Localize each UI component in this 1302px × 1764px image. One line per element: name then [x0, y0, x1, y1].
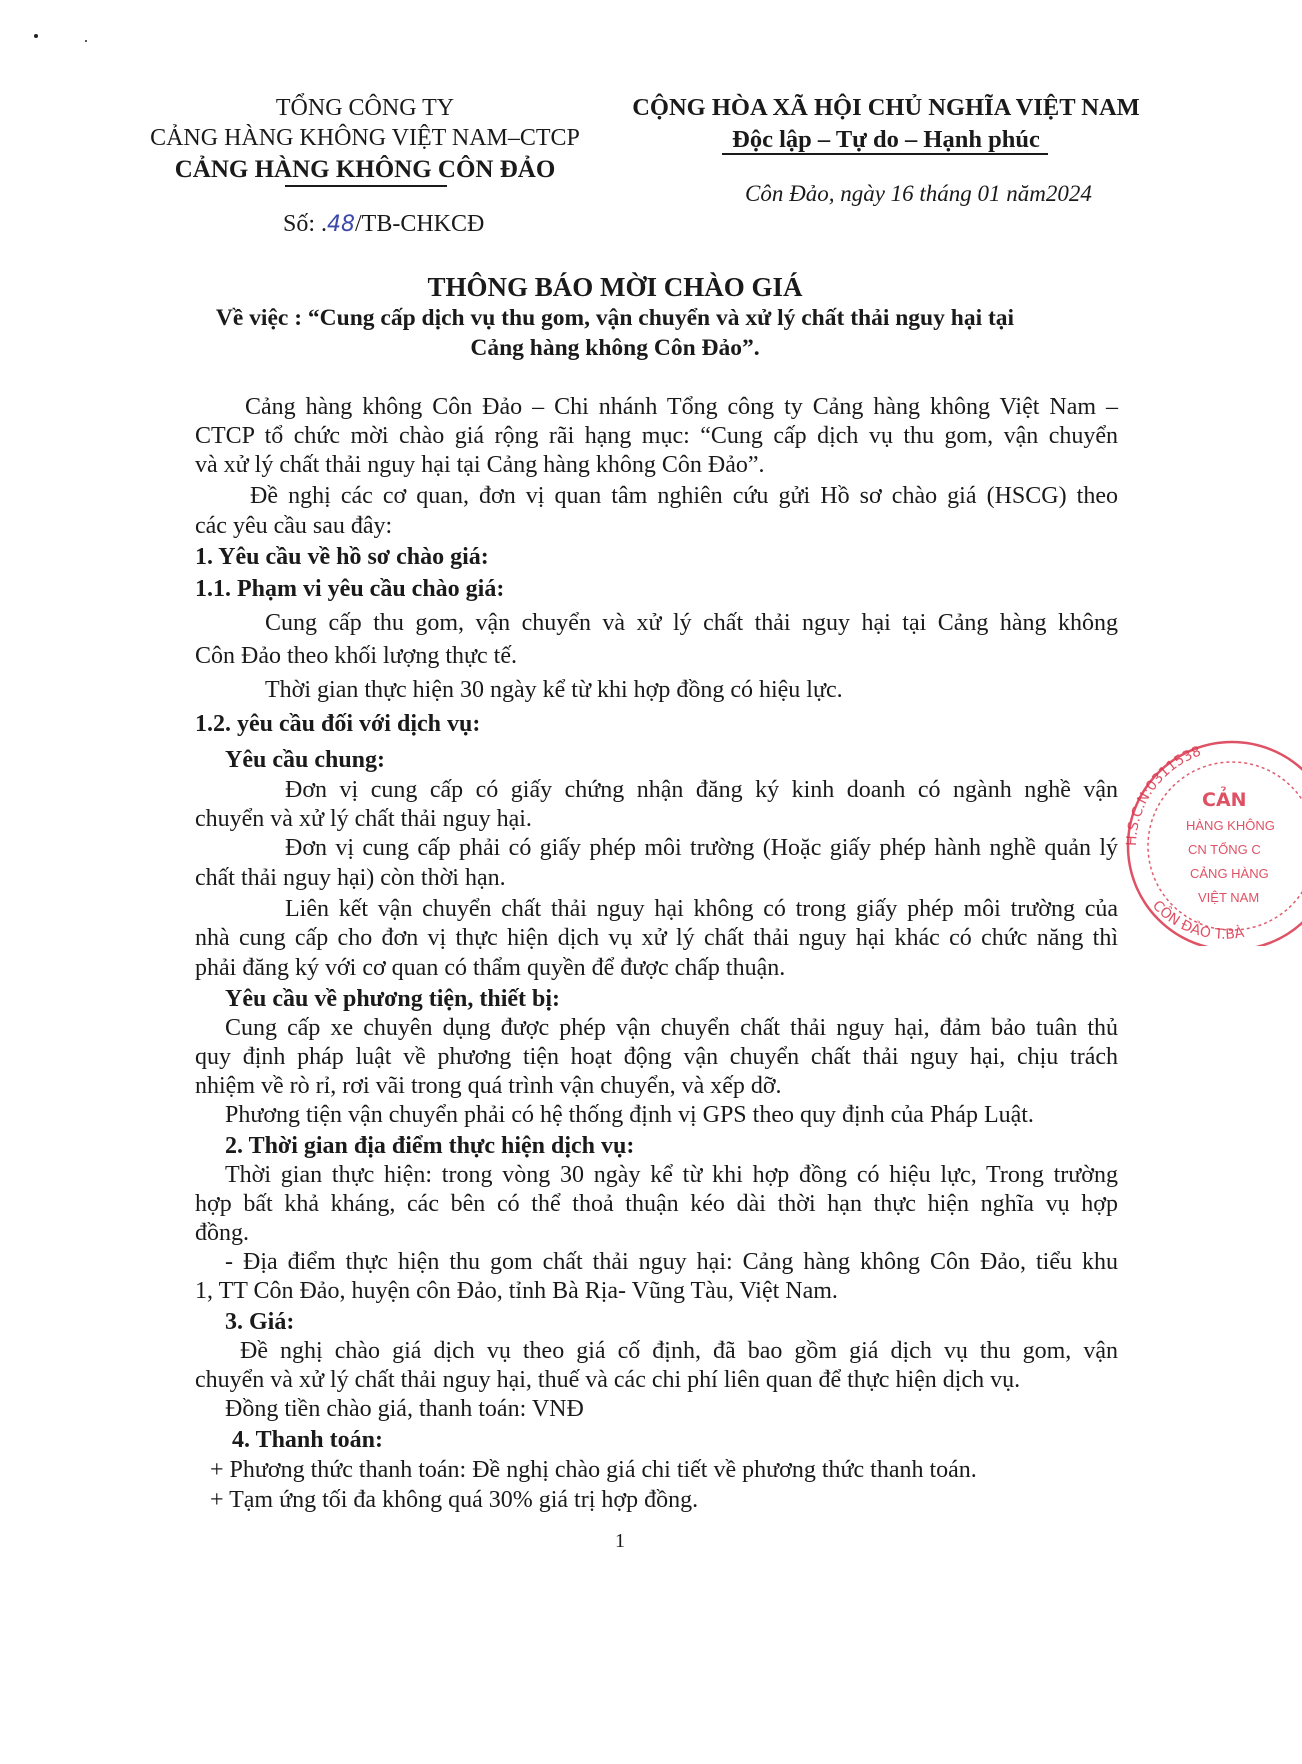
intro-line: CTCP tổ chức mời chào giá rộng rãi hạng mục: “Cung cấp dịch vụ thu gom, vận chuyển	[195, 423, 1118, 449]
scan-speck	[85, 40, 87, 42]
subject-line-1: Về việc : “Cung cấp dịch vụ thu gom, vận chuyển và xử lý chất thải nguy hại tại	[215, 305, 1015, 331]
section-heading-2: 2. Thời gian địa điểm thực hiện dịch vụ:	[225, 1133, 635, 1159]
price-line: Đề nghị chào giá dịch vụ theo giá cố định, đã bao gồm giá dịch vụ thu gom, vận	[240, 1338, 1118, 1364]
official-seal	[1122, 736, 1302, 946]
page-number: 1	[615, 1530, 625, 1552]
location-line: - Địa điểm thực hiện thu gom chất thải nguy hại: Cảng hàng không Côn Đảo, tiểu khu	[225, 1249, 1118, 1275]
scope-line: Cung cấp thu gom, vận chuyển và xử lý chất thải nguy hại tại Cảng hàng không	[265, 610, 1118, 636]
seal-text-1: CẢN	[1202, 789, 1247, 811]
seal-ring-bottom-text: CÔN ĐẢO T.BÀ	[1148, 897, 1246, 943]
time-line: hợp bất khả kháng, các bên có thể thoả thuận kéo dài thời hạn thực hiện nghĩa vụ hợp	[195, 1191, 1118, 1217]
section-heading-1-1: 1.1. Phạm vi yêu cầu chào giá:	[195, 576, 505, 602]
time-line: Thời gian thực hiện: trong vòng 30 ngày kể từ khi hợp đồng có hiệu lực, Trong trường	[225, 1162, 1118, 1188]
seal-text-2: HÀNG KHÔNG	[1186, 818, 1275, 833]
location-line: 1, TT Côn Đảo, huyện côn Đảo, tỉnh Bà Rịa- Vũng Tàu, Việt Nam.	[195, 1278, 838, 1304]
time-line: đồng.	[195, 1220, 249, 1246]
general-requirement-line: Liên kết vận chuyển chất thải nguy hại không có trong giấy phép môi trường của	[285, 896, 1118, 922]
national-motto: Độc lập – Tự do – Hạnh phúc	[732, 126, 1040, 153]
vehicle-requirement-line: quy định pháp luật về phương tiện hoạt động vận chuyển chất thải nguy hại, chịu trách	[195, 1044, 1118, 1070]
payment-line: + Tạm ứng tối đa không quá 30% giá trị hợp đồng.	[210, 1487, 699, 1513]
general-requirements-heading: Yêu cầu chung:	[225, 747, 386, 773]
national-title: CỘNG HÒA XÃ HỘI CHỦ NGHĨA VIỆT NAM	[632, 94, 1140, 121]
vehicle-requirement-line: Cung cấp xe chuyên dụng được phép vận chuyển chất thải nguy hại, đảm bảo tuân thủ	[225, 1015, 1118, 1041]
section-heading-1-2: 1.2. yêu cầu đối với dịch vụ:	[195, 711, 481, 737]
document-title: THÔNG BÁO MỜI CHÀO GIÁ	[427, 272, 803, 302]
seal-text-5: VIỆT NAM	[1198, 890, 1260, 905]
motto-underline	[722, 153, 1048, 155]
number-prefix: Số: .	[283, 211, 328, 237]
intro-line: Cảng hàng không Côn Đảo – Chi nhánh Tổng công ty Cảng hàng không Việt Nam –	[245, 394, 1118, 420]
number-suffix: /TB-CHKCĐ	[355, 211, 485, 237]
section-heading-4: 4. Thanh toán:	[232, 1427, 383, 1453]
org-parent: TỔNG CÔNG TY	[275, 95, 455, 121]
seal-text-3: CN TỔNG C	[1188, 842, 1261, 857]
general-requirement-line: chuyển và xử lý chất thải nguy hại.	[195, 806, 532, 832]
intro-line: các yêu cầu sau đây:	[195, 513, 393, 539]
org-unit-underline	[285, 185, 447, 187]
place-date: Côn Đảo, ngày 16 tháng 01 năm2024	[745, 181, 1092, 206]
org-unit: CẢNG HÀNG KHÔNG CÔN ĐẢO	[174, 156, 556, 183]
scope-line: Côn Đảo theo khối lượng thực tế.	[195, 643, 517, 669]
vehicle-requirement-line: nhiệm về rò rỉ, rơi vãi trong quá trình vận chuyển, và xếp dỡ.	[195, 1073, 782, 1099]
seal-graphic	[1122, 736, 1302, 946]
org-corporation: CẢNG HÀNG KHÔNG VIỆT NAM–CTCP	[150, 125, 580, 151]
general-requirement-line: phải đăng ký với cơ quan có thẩm quyền để được chấp thuận.	[195, 955, 786, 981]
vehicle-requirements-heading: Yêu cầu về phương tiện, thiết bị:	[225, 986, 561, 1012]
price-line: Đồng tiền chào giá, thanh toán: VNĐ	[225, 1396, 584, 1422]
intro-line: Đề nghị các cơ quan, đơn vị quan tâm nghiên cứu gửi Hồ sơ chào giá (HSCG) theo	[250, 483, 1118, 509]
scope-line: Thời gian thực hiện 30 ngày kể từ khi hợp đồng có hiệu lực.	[265, 677, 843, 703]
scan-speck	[34, 34, 38, 38]
document-number	[283, 208, 484, 241]
payment-line: + Phương thức thanh toán: Đề nghị chào giá chi tiết về phương thức thanh toán.	[210, 1457, 977, 1483]
number-handwritten: 48	[327, 212, 356, 237]
seal-text-4: CẢNG HÀNG	[1190, 866, 1269, 881]
general-requirement-line: nhà cung cấp cho đơn vị thực hiện dịch vụ xử lý chất thải nguy hại khác có chức năng thì	[195, 925, 1118, 951]
seal-ring-text: H.S.C.N:0311538	[1123, 743, 1204, 847]
vehicle-requirement-line: Phương tiện vận chuyển phải có hệ thống định vị GPS theo quy định của Pháp Luật.	[225, 1102, 1034, 1128]
general-requirement-line: Đơn vị cung cấp phải có giấy phép môi trường (Hoặc giấy phép hành nghề quản lý	[285, 835, 1118, 861]
section-heading-3: 3. Giá:	[225, 1309, 295, 1335]
subject-line-2: Cảng hàng không Côn Đảo”.	[470, 335, 760, 361]
general-requirement-line: Đơn vị cung cấp có giấy chứng nhận đăng ký kinh doanh có ngành nghề vận	[285, 777, 1118, 803]
general-requirement-line: chất thải nguy hại) còn thời hạn.	[195, 865, 506, 891]
intro-line: và xử lý chất thải nguy hại tại Cảng hàng không Côn Đảo”.	[195, 452, 765, 478]
section-heading-1: 1. Yêu cầu về hồ sơ chào giá:	[195, 544, 489, 570]
price-line: chuyển và xử lý chất thải nguy hại, thuế và các chi phí liên quan để thực hiện dịch vụ.	[195, 1367, 1021, 1393]
